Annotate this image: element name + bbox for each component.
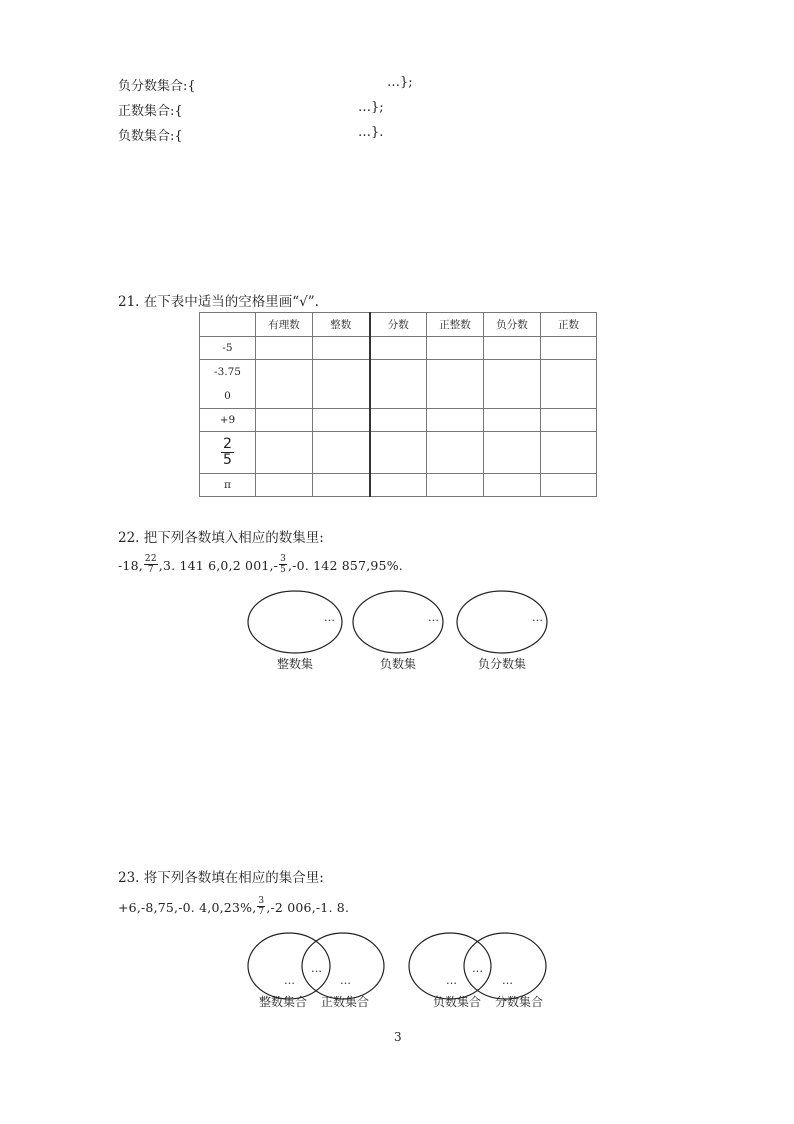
positive-set-label: 正数集合:{ [118, 104, 183, 119]
q23-heading: 23. 将下列各数填在相应的集合里: [118, 870, 324, 886]
row-label: -3.75 [214, 366, 241, 378]
venn-right-dots-left: … [446, 974, 457, 987]
fraction-3-7 [257, 896, 265, 917]
positive-set-venn-label: 正数集合 [320, 995, 369, 1009]
denominator: 7 [258, 907, 265, 917]
negative-fraction-set-label: 负分数集 [477, 657, 526, 671]
row-label: 0 [224, 390, 231, 402]
header-cell: 正整数 [427, 313, 484, 337]
denominator: 5 [223, 452, 232, 468]
header-cell: 有理数 [256, 313, 313, 337]
negative-fraction-set-dots: … [532, 611, 543, 624]
q23-numbers [118, 898, 349, 919]
negative-set-label: 负数集合:{ [118, 129, 183, 144]
venn-left-dots-mid: … [311, 962, 322, 975]
q22-numbers-mid: ,3. 141 6,0,2 001,- [158, 558, 279, 573]
q22-heading: 22. 把下列各数填入相应的数集里: [118, 530, 324, 546]
negative-set-venn-label: 负数集合 [432, 995, 481, 1009]
integer-set-dots: … [324, 611, 335, 624]
negative-set-end: …}. [358, 125, 384, 140]
denominator: 7 [147, 565, 154, 575]
q22-numbers-before: -18, [118, 558, 143, 573]
negative-fraction-set-label: 负分数集合:{ [118, 79, 196, 94]
venn-left-dots-left: … [284, 974, 295, 987]
row-label: -5 [200, 337, 256, 360]
venn-right-dots-right: … [502, 974, 513, 987]
numerator: 22 [144, 554, 157, 564]
integer-set-label: 整数集 [276, 657, 313, 671]
header-cell: 负分数 [484, 313, 541, 337]
negative-set-dots: … [428, 611, 439, 624]
header-cell: 正数 [541, 313, 597, 337]
row-label: π [200, 474, 256, 497]
venn-left-dots-right: … [340, 974, 351, 987]
positive-set-end: …}; [358, 100, 384, 115]
denominator: 5 [280, 565, 287, 575]
negative-set-label: 负数集 [379, 657, 416, 671]
integer-set-venn-label: 整数集合 [258, 995, 307, 1009]
row-label: +9 [200, 409, 256, 432]
q23-numbers-after: ,-2 006,-1. 8. [266, 900, 350, 915]
venn-right-dots-mid: … [472, 962, 483, 975]
fraction-set-venn-label: 分数集合 [494, 995, 543, 1009]
numerator: 3 [258, 896, 265, 906]
page-number: 3 [394, 1030, 402, 1044]
numerator: 3 [280, 554, 287, 564]
header-cell: 分数 [370, 313, 427, 337]
numerator: 2 [223, 436, 232, 452]
negative-fraction-set-end: …}; [387, 75, 413, 90]
header-cell: 整数 [313, 313, 370, 337]
q21-heading: 21. 在下表中适当的空格里画“√”. [118, 294, 319, 310]
q23-numbers-before: +6,-8,75,-0. 4,0,23%, [118, 900, 257, 915]
q22-numbers-after: ,-0. 142 857,95%. [288, 558, 403, 573]
